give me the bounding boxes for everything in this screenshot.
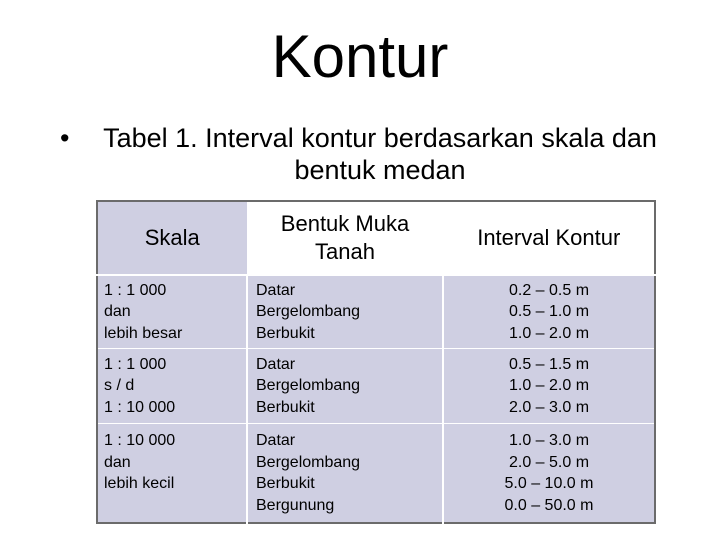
caption-text (90, 122, 670, 186)
cell-terrain: Datar Bergelombang Berbukit (247, 349, 443, 424)
header-scale: Skala (97, 201, 247, 275)
cell-interval: 0.2 – 0.5 m 0.5 – 1.0 m 1.0 – 2.0 m (443, 275, 655, 349)
contour-interval-table (96, 200, 656, 524)
cell-scale: 1 : 10 000 dan lebih kecil (97, 424, 247, 524)
cell-scale: 1 : 1 000 s / d 1 : 10 000 (97, 349, 247, 424)
bullet-caption (60, 122, 670, 186)
caption-line: bentuk medan (294, 155, 466, 185)
table-row (97, 424, 655, 524)
table-header-row (97, 201, 655, 275)
slide-title: Kontur (271, 23, 449, 90)
header-interval: Interval Kontur (443, 201, 655, 275)
table-row (97, 275, 655, 349)
cell-terrain: Datar Bergelombang Berbukit Bergunung (247, 424, 443, 524)
caption-line: Tabel 1. Interval kontur berdasarkan skala dan (103, 123, 657, 153)
table-row (97, 349, 655, 424)
cell-interval: 1.0 – 3.0 m 2.0 – 5.0 m 5.0 – 10.0 m 0.0 – 50.0 m (443, 424, 655, 524)
cell-terrain: Datar Bergelombang Berbukit (247, 275, 443, 349)
cell-interval: 0.5 – 1.5 m 1.0 – 2.0 m 2.0 – 3.0 m (443, 349, 655, 424)
cell-scale: 1 : 1 000 dan lebih besar (97, 275, 247, 349)
bullet-marker: • (60, 123, 70, 153)
header-terrain: Bentuk Muka Tanah (247, 201, 443, 275)
